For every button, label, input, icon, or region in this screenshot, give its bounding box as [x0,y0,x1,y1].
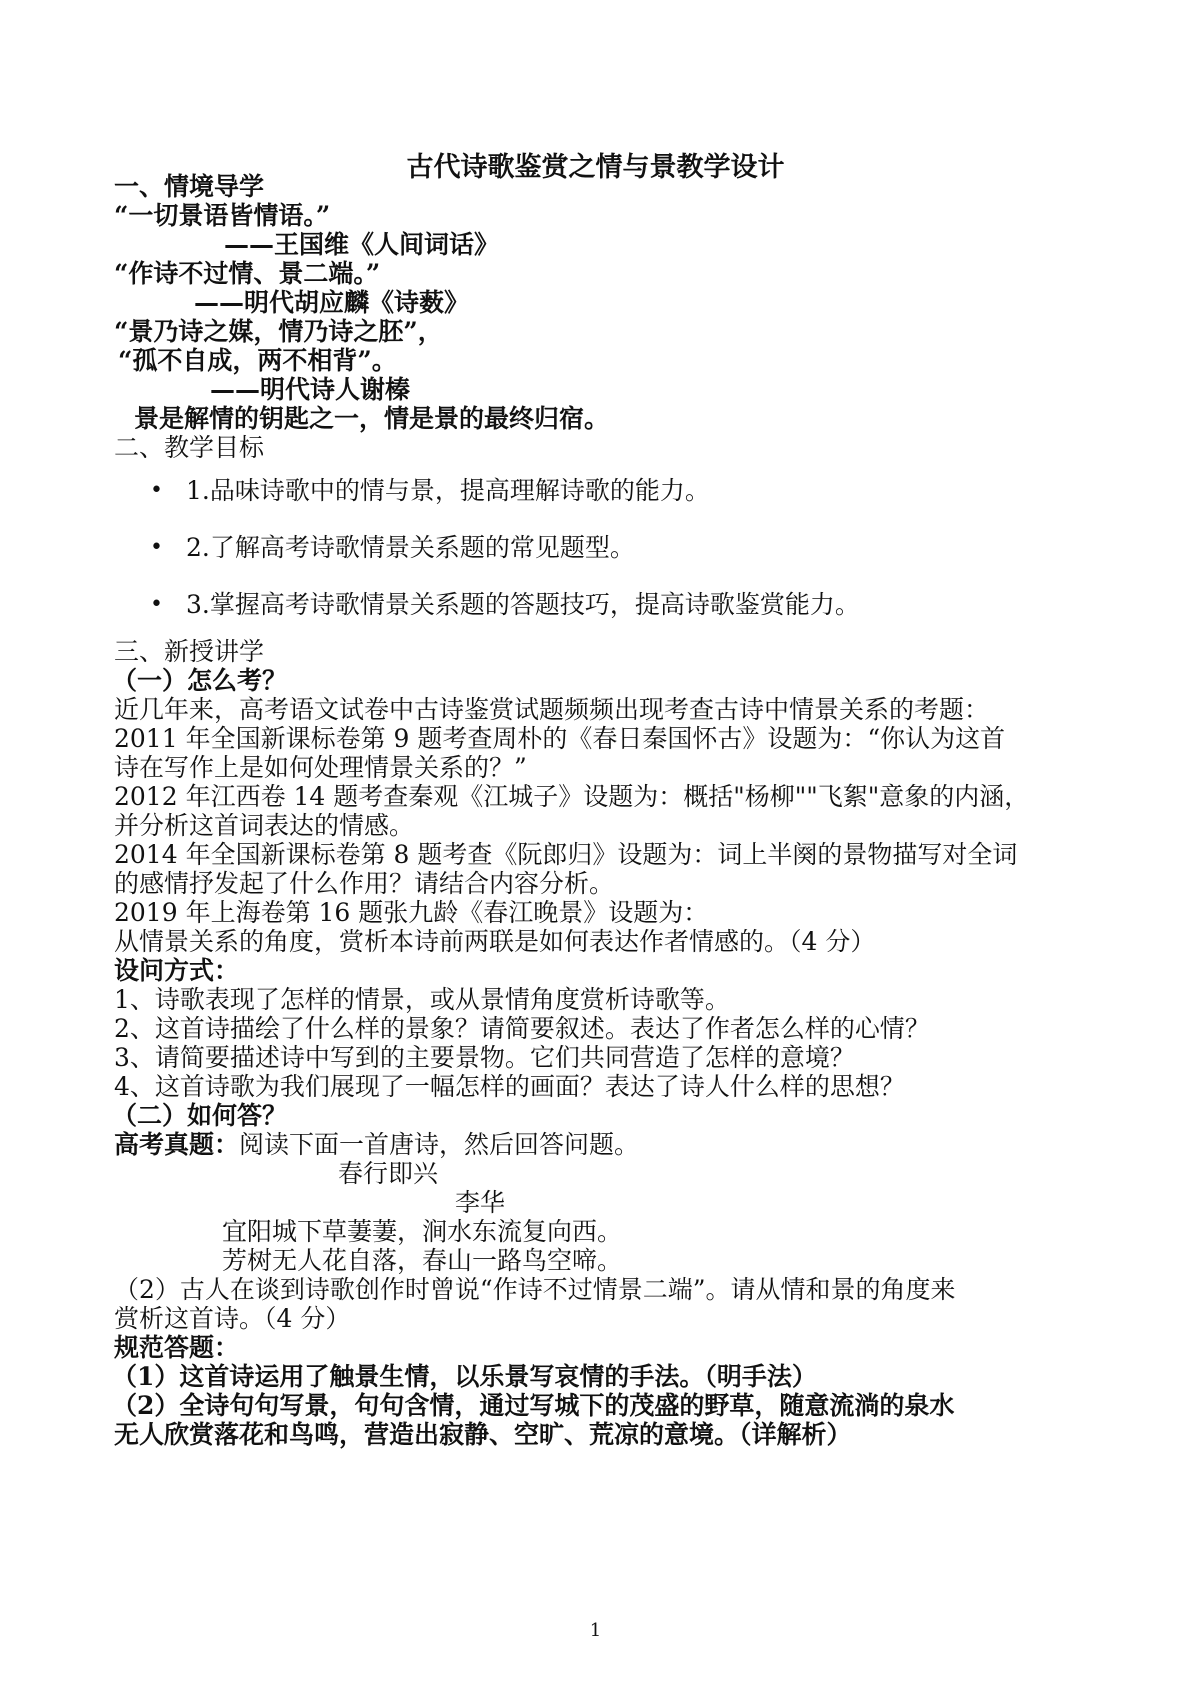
ask-item: 2、这首诗描绘了什么样的景象？请简要叙述。表达了作者怎么样的心情？ [114,1014,930,1043]
bullet-marker: • [150,592,163,617]
body-line: 2012 年江西卷 14 题考查秦观《江城子》设题为：概括"杨柳""飞絮"意象的内涵， [114,782,1030,811]
body-line: 近几年来，高考语文试卷中古诗鉴赏试题频频出现考查古诗中情景关系的考题： [114,695,990,724]
poem-title: 春行即兴 [338,1159,439,1188]
body-line: 从情景关系的角度，赏析本诗前两联是如何表达作者情感的。（4 分） [114,927,876,956]
answer-line: （1）这首诗运用了触景生情，以乐景写哀情的手法。（明手法） [112,1362,817,1391]
section3-heading: 三、新授讲学 [114,637,265,666]
body-line: 的感情抒发起了什么作用？请结合内容分析。 [114,869,615,898]
poem-line: 宜阳城下草萋萋，涧水东流复向西。 [222,1217,623,1246]
quote-attribution: ——王国维《人间词话》 [224,230,500,259]
exam-label: 高考真题： [114,1130,240,1159]
body-line: 2019 年上海卷第 16 题张九龄《春江晚景》设题为： [114,898,709,927]
quote-line: “一切景语皆情语。” [114,201,331,230]
question-line: 赏析这首诗。（4 分） [114,1304,351,1333]
document-title: 古代诗歌鉴赏之情与景教学设计 [406,152,785,183]
page-number: 1 [589,1620,602,1641]
bullet-marker: • [150,478,163,503]
subsection-heading: （二）如何答？ [112,1101,288,1130]
quote-attribution: ——明代胡应麟《诗薮》 [194,288,470,317]
poem-author: 李华 [455,1188,506,1217]
quote-line: “景乃诗之媒，情乃诗之胚”， [114,317,443,346]
exam-text: 阅读下面一首唐诗，然后回答问题。 [239,1130,640,1159]
poem-line: 芳树无人花自落，春山一路鸟空啼。 [222,1246,623,1275]
body-line: 2014 年全国新课标卷第 8 题考查《阮郎归》设题为：词上半阕的景物描写对全词 [114,840,1018,869]
exam-line [114,1130,639,1160]
answer-line: （2）全诗句句写景，句句含情，通过写城下的茂盛的野草，随意流淌的泉水 [112,1391,955,1420]
summary-line: 景是解情的钥匙之一，情是景的最终归宿。 [134,404,610,433]
goal-item: 1.品味诗歌中的情与景，提高理解诗歌的能力。 [186,476,710,505]
quote-line: “孤不自成，两不相背”。 [118,346,397,375]
section1-heading: 一、情境导学 [114,172,265,201]
bullet-marker: • [150,535,163,560]
quote-attribution: ——明代诗人谢榛 [210,375,411,404]
section2-heading: 二、教学目标 [114,433,265,462]
goal-item: 3.掌握高考诗歌情景关系题的答题技巧，提高诗歌鉴赏能力。 [186,590,860,619]
body-line: 2011 年全国新课标卷第 9 题考查周朴的《春日秦国怀古》设题为：“你认为这首 [114,724,1006,753]
quote-line: “作诗不过情、景二端。” [114,259,381,288]
body-line: 并分析这首词表达的情感。 [114,811,415,840]
answer-heading: 规范答题： [114,1333,240,1362]
question-line: （2）古人在谈到诗歌创作时曾说“作诗不过情景二端”。请从情和景的角度来 [114,1275,956,1304]
subsection-heading: （一）怎么考？ [112,666,288,695]
ask-item: 1、诗歌表现了怎样的情景，或从景情角度赏析诗歌等。 [114,985,730,1014]
ask-item: 3、请简要描述诗中写到的主要景物。它们共同营造了怎样的意境？ [114,1043,855,1072]
answer-line: 无人欣赏落花和鸟鸣，营造出寂静、空旷、荒凉的意境。（详解析） [114,1420,852,1449]
body-line: 诗在写作上是如何处理情景关系的？” [114,753,527,782]
goal-item: 2.了解高考诗歌情景关系题的常见题型。 [186,533,635,562]
ask-item: 4、这首诗歌为我们展现了一幅怎样的画面？表达了诗人什么样的思想？ [114,1072,905,1101]
ask-heading: 设问方式： [114,956,240,985]
